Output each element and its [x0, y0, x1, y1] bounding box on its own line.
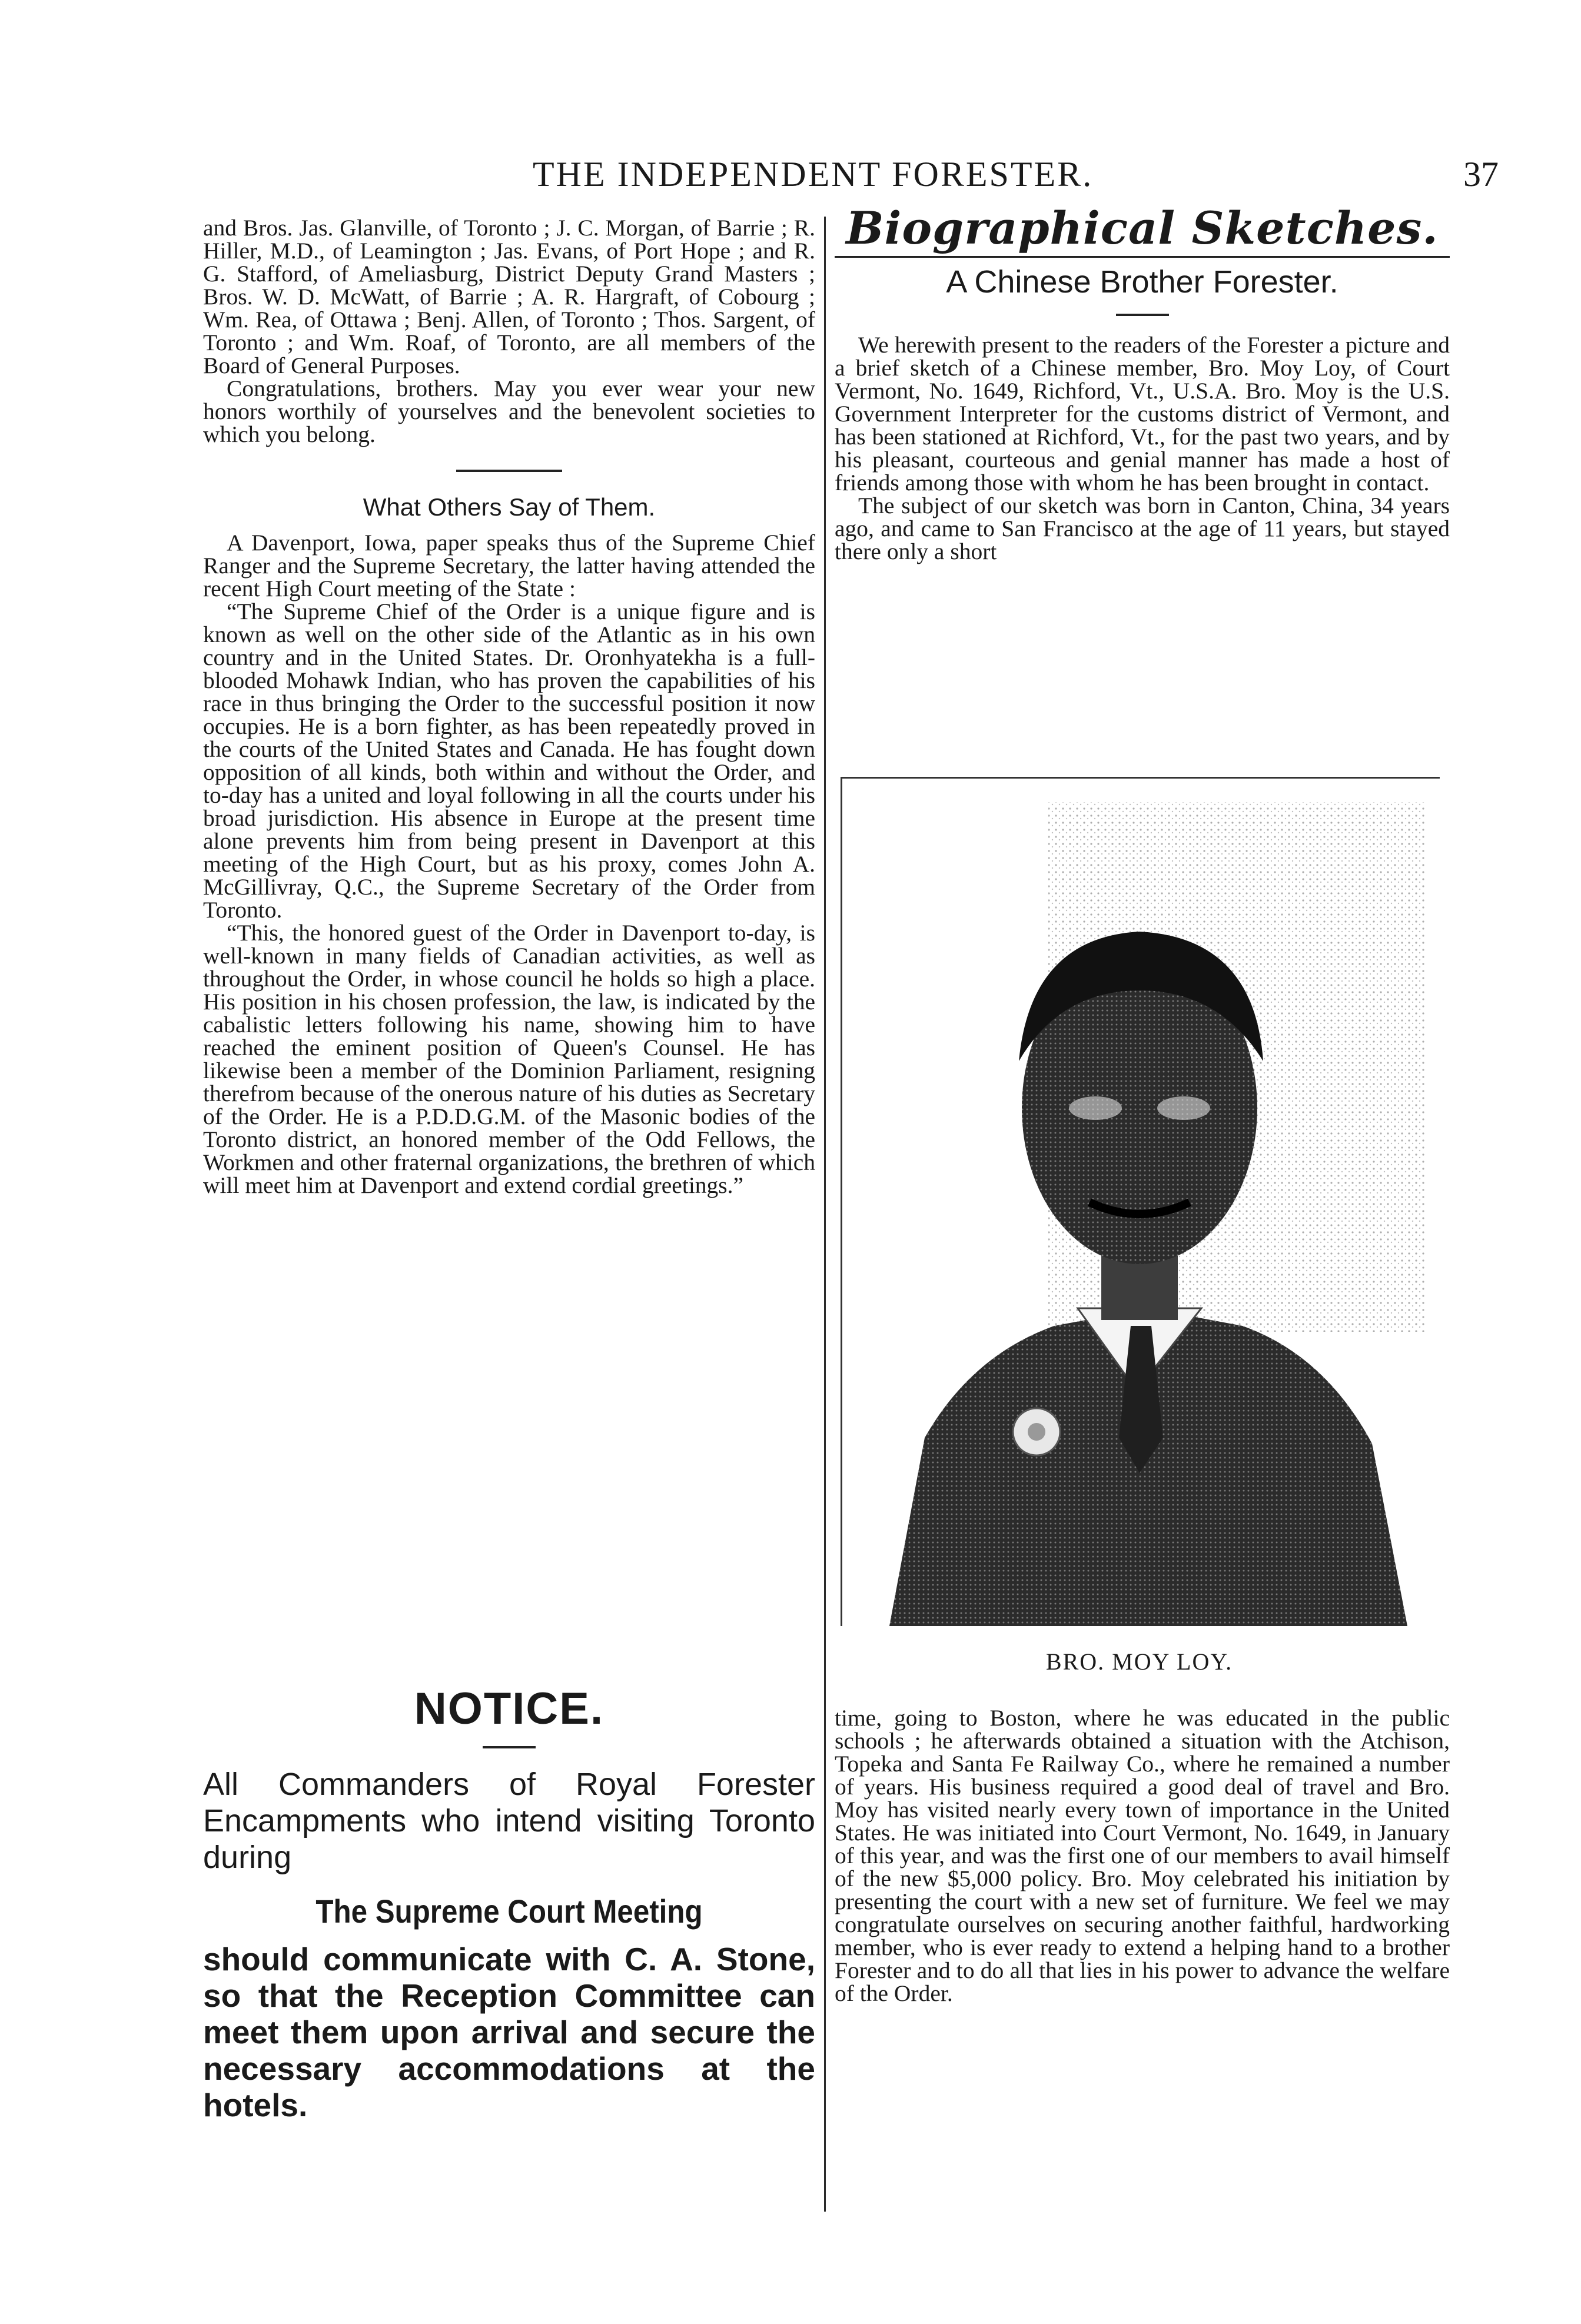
congratulations-paragraph: Congratulations, brothers. May you ever wear your new honors worthily of yourselves and the benevolent societies to which you belong.: [203, 375, 815, 447]
heading-rule: [835, 256, 1450, 258]
notice-highlight: The Supreme Court Meeting: [315, 1893, 703, 1930]
quote-paragraph-1: “The Supreme Chief of the Order is a unique figure and is known as well on the other side of the Atlantic as in his own country and in the United States. Dr. Oronhyatekha is a full-blooded Mohawk Indian, who has proven the capabilities of his race in thus bringing the Order to the successful position it now occupies. He is a born fighter, as has been repeatedly proved in the courts of the United States and Canada. He has fought down opposition of all kinds, both within and without the Order, and to-day has a united and loyal following in all the courts under his broad jurisdiction. His absence in Europe at the present time alone prevents him from being present in Davenport at this meeting of the High Court, but as his proxy, comes John A. McGillivray, Q.C., the Supreme Secretary of the Order from Toronto.: [203, 599, 815, 923]
continuation-paragraph: time, going to Boston, where he was educated in the public schools ; he afterwards obtained a situation with the Atchison, Topeka and Santa Fe Railway Co., where he remained a number of years. His business required a good deal of travel and Bro. Moy has visited nearly every town of importance in the United States. He was initiated into Court Vermont, No. 1649, in January of this year, and was the first one of our members to avail himself of the new $5,000 policy. Bro. Moy celebrated his initiation by presenting the court with a new set of furniture. We feel we may congratulate ourselves on securing another faithful, hardworking member, who is ever ready to extend a helping hand to a brother Forester and to do all that lies in his power to advance the welfare of the Order.: [835, 1705, 1450, 2006]
article-title: A Chinese Brother Forester.: [946, 264, 1338, 300]
quote-paragraph-2: “This, the honored guest of the Order in Davenport to-day, is well-known in many fields of Canadian activities, as well as throughout the Order, in whose council he holds so high a place. His position in his chosen profession, the law, is indicated by the cabalistic letters following his name, showing him to have reached the eminent position of Queen's Counsel. He has likewise been a member of the Dominion Parliament, resigning therefrom because of the onerous nature of his duties as Secretary of the Order. He is a P.D.D.G.M. of the Masonic bodies of the Toronto district, an honored member of the Odd Fellows, the Workmen and other fraternal organizations, the brethren of which will meet him at Davenport and extend cordial greetings.”: [203, 920, 815, 1198]
portrait-image: [841, 777, 1440, 1626]
running-title: THE INDEPENDENT FORESTER.: [533, 155, 1094, 194]
notice-closing: should communicate with C. A. Stone, so that the Reception Committee can meet them upon arrival and secure the necessary accommodations at the hotels.: [203, 1941, 815, 2123]
section-divider: [456, 470, 562, 472]
right-column-top: [835, 202, 1450, 564]
page-header: [0, 154, 1581, 207]
page-number: 37: [1463, 155, 1499, 194]
intro-paragraph-2: The subject of our sketch was born in Canton, China, 34 years ago, and came to San Francisco at the age of 11 years, but stayed there only a short: [835, 493, 1450, 564]
portrait-illustration: [842, 779, 1440, 1626]
portrait-caption: BRO. MOY LOY.: [1045, 1648, 1233, 1675]
section-title: What Others Say of Them.: [363, 493, 656, 521]
notice-title: NOTICE.: [414, 1684, 604, 1734]
column-divider: [824, 217, 826, 2212]
article-divider: [1116, 314, 1169, 316]
notice-body: All Commanders of Royal Forester Encampments who intend visiting Toronto during: [203, 1767, 815, 1875]
left-column: [203, 217, 815, 1197]
biographical-sketches-heading: Biographical Sketches.: [846, 202, 1439, 254]
board-members-paragraph: and Bros. Jas. Glanville, of Toronto ; J. C. Morgan, of Barrie ; R. Hiller, M.D., of Leamington ; Jas. Evans, of Port Hope ; and R. G. Stafford, of Ameliasburg, District Deputy Grand Masters ; Bros. W. D. McWatt, of Barrie ; A. R. Hargraft, of Cobourg ; Wm. Rea, of Ottawa ; Benj. Allen, of Toronto ; Thos. Sargent, of Toronto ; and Wm. Roaf, of Toronto, are all members of the Board of General Purposes.: [203, 215, 815, 378]
notice-box: [203, 1683, 815, 2123]
davenport-intro-paragraph: A Davenport, Iowa, paper speaks thus of the Supreme Chief Ranger and the Supreme Secretary, the latter having attended the recent High Court meeting of the State :: [203, 530, 815, 601]
intro-paragraph-1: We herewith present to the readers of the Forester a picture and a brief sketch of a Chinese member, Bro. Moy Loy, of Court Vermont, No. 1649, Richford, Vt., U.S.A. Bro. Moy is the U.S. Government Interpreter for the customs district of Vermont, and has been stationed at Richford, Vt., for the past two years, and by his pleasant, courteous and genial manner has made a host of friends among those with whom he has been brought in contact.: [835, 332, 1450, 496]
notice-divider: [483, 1746, 536, 1748]
right-column-bottom: [835, 1707, 1450, 2005]
